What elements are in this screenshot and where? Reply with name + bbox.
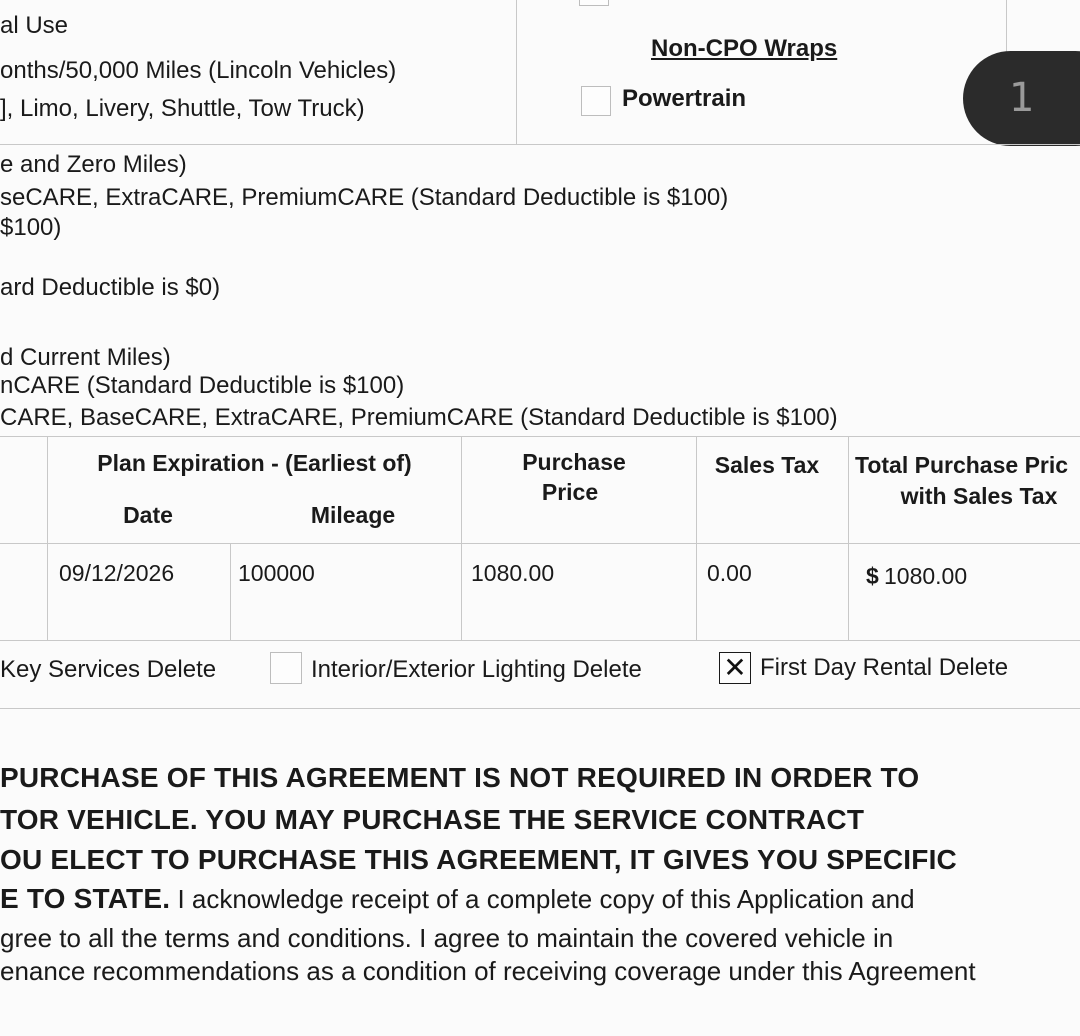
table-top-rule	[0, 436, 1080, 437]
header-plan-expiration: Plan Expiration - (Earliest of)	[97, 450, 412, 476]
cell-sales-tax: 0.00	[707, 560, 752, 586]
legal-line-2: TOR VEHICLE. YOU MAY PURCHASE THE SERVICE CONTRACT	[0, 804, 865, 835]
legal-line-4	[0, 883, 915, 915]
first-day-rental-delete-checkbox[interactable]	[719, 652, 751, 684]
legal-line-5: gree to all the terms and conditions. I agree to maintain the covered vehicle in	[0, 923, 894, 953]
cell-total-price: 1080.00	[884, 563, 968, 589]
table-col-divider-2	[230, 543, 231, 640]
cell-expiration-mileage: 100000	[238, 560, 315, 586]
usage-line-1: al Use	[0, 12, 69, 39]
cell-expiration-date: 09/12/2026	[59, 560, 175, 586]
check-x-icon: ✕	[723, 651, 747, 684]
legal-line-1: PURCHASE OF THIS AGREEMENT IS NOT REQUIRED IN ORDER TO	[0, 762, 920, 793]
usage-line-3: ], Limo, Livery, Shuttle, Tow Truck)	[0, 95, 365, 122]
usage-line-2: onths/50,000 Miles (Lincoln Vehicles)	[0, 57, 397, 84]
table-bottom-rule	[0, 640, 1080, 641]
coverage-line-6: nCARE (Standard Deductible is $100)	[0, 372, 405, 399]
coverage-line-2: seCARE, ExtraCARE, PremiumCARE (Standard Deductible is $100)	[0, 184, 729, 211]
legal-line-4-bold: E TO STATE.	[0, 883, 171, 914]
legal-line-4-plain: I acknowledge receipt of a complete copy of this Application and	[170, 884, 915, 914]
lighting-delete-label: Interior/Exterior Lighting Delete	[311, 656, 642, 683]
coverage-line-1: e and Zero Miles)	[0, 151, 187, 178]
key-services-delete-label: Key Services Delete	[0, 656, 217, 683]
powertrain-checkbox[interactable]	[581, 86, 611, 116]
top-section-bottom-rule	[0, 144, 1080, 145]
header-mileage: Mileage	[310, 502, 396, 528]
top-divider	[516, 0, 517, 145]
powertrain-label: Powertrain	[622, 85, 747, 112]
header-purchase-price-1: Purchase	[522, 449, 626, 475]
cell-total-currency: $	[866, 563, 879, 589]
legal-line-3: OU ELECT TO PURCHASE THIS AGREEMENT, IT GIVES YOU SPECIFIC	[0, 844, 957, 875]
non-cpo-wraps-heading: Non-CPO Wraps	[651, 35, 838, 62]
table-col-divider-5	[848, 436, 849, 640]
top-partial-checkbox[interactable]	[579, 0, 609, 6]
header-total-2: with Sales Tax	[900, 483, 1058, 509]
cell-purchase-price: 1080.00	[471, 560, 555, 586]
first-day-rental-delete-label: First Day Rental Delete	[760, 654, 1009, 681]
legal-line-6: enance recommendations as a condition of receiving coverage under this Agreement	[0, 956, 976, 986]
lighting-delete-checkbox[interactable]	[270, 652, 302, 684]
coverage-line-7: CARE, BaseCARE, ExtraCARE, PremiumCARE (Standard Deductible is $100)	[0, 404, 838, 431]
header-sales-tax: Sales Tax	[714, 452, 820, 478]
options-bottom-rule	[0, 708, 1080, 709]
top-right-divider	[1006, 0, 1007, 52]
page-number: 1	[1009, 75, 1035, 121]
header-date: Date	[123, 502, 173, 528]
header-purchase-price-2: Price	[541, 479, 599, 505]
header-total-1: Total Purchase Pric	[855, 452, 1069, 478]
coverage-line-4: ard Deductible is $0)	[0, 274, 221, 301]
coverage-line-3: $100)	[0, 214, 62, 241]
table-header-rule	[0, 543, 1080, 544]
coverage-line-5: d Current Miles)	[0, 344, 171, 371]
page-indicator-badge[interactable]	[963, 51, 1080, 146]
